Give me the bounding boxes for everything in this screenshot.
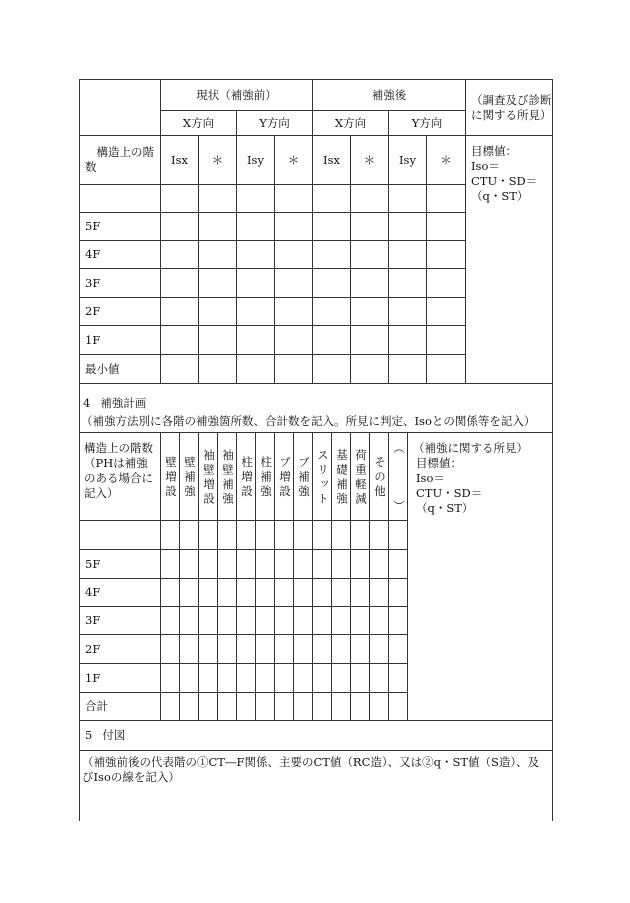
method-header bbox=[180, 433, 199, 521]
value-cell bbox=[332, 635, 351, 664]
value-cell bbox=[180, 521, 199, 550]
reinforcement-findings-header: （補強に関する所見） bbox=[413, 441, 528, 455]
floor-column-header: 構造上の階数（PHは補強のある場合に記入） bbox=[80, 433, 161, 521]
value-cell bbox=[389, 664, 408, 693]
value-cell bbox=[313, 521, 332, 550]
value-cell bbox=[199, 326, 237, 355]
value-cell bbox=[256, 579, 275, 607]
method-header bbox=[218, 433, 237, 521]
method-header bbox=[199, 433, 218, 521]
column-header-row bbox=[80, 136, 553, 185]
corner-cell bbox=[80, 80, 161, 136]
section-number: 5 bbox=[85, 728, 93, 742]
value-cell bbox=[389, 298, 427, 326]
value-cell bbox=[237, 241, 275, 269]
section-instructions: （補強方法別に各階の補強箇所数、合計数を記入。所見に判定、Isoとの関係等を記入） bbox=[81, 414, 536, 428]
diagnosis-table bbox=[79, 79, 553, 384]
value-cell bbox=[256, 635, 275, 664]
value-cell bbox=[351, 635, 370, 664]
method-label: スリット bbox=[316, 449, 330, 507]
value-cell bbox=[218, 579, 237, 607]
column-header: Isx bbox=[313, 136, 351, 185]
method-label: 基礎補強 bbox=[335, 449, 349, 507]
figure-instructions: （補強前後の代表階の①CT―F関係、主要のCT値（RC造）、又は②q・ST値（S造）、及びIsoの線を記入） bbox=[82, 755, 540, 784]
value-cell bbox=[199, 550, 218, 579]
value-cell bbox=[332, 550, 351, 579]
value-cell bbox=[294, 550, 313, 579]
value-cell bbox=[427, 241, 466, 269]
value-cell bbox=[237, 269, 275, 298]
value-cell bbox=[218, 693, 237, 721]
value-cell bbox=[389, 579, 408, 607]
value-cell bbox=[389, 607, 408, 635]
target-q-st: （q・ST） bbox=[416, 501, 474, 515]
column-header: ＊ bbox=[427, 136, 466, 185]
value-cell bbox=[275, 185, 313, 213]
value-cell bbox=[313, 213, 351, 241]
target-ctu-sd: CTU・SD＝ bbox=[471, 174, 538, 188]
value-cell bbox=[389, 185, 427, 213]
value-cell bbox=[237, 185, 275, 213]
value-cell bbox=[294, 664, 313, 693]
value-cell bbox=[161, 521, 180, 550]
floor-label: 5F bbox=[80, 213, 161, 241]
value-cell bbox=[275, 693, 294, 721]
value-cell bbox=[161, 185, 199, 213]
floor-label: 3F bbox=[80, 607, 161, 635]
method-header bbox=[313, 433, 332, 521]
value-cell bbox=[294, 607, 313, 635]
target-ctu-sd: CTU・SD＝ bbox=[416, 486, 483, 500]
column-header: Isy bbox=[389, 136, 427, 185]
method-header bbox=[332, 433, 351, 521]
column-header: ＊ bbox=[351, 136, 389, 185]
value-cell bbox=[256, 521, 275, 550]
value-cell bbox=[237, 664, 256, 693]
value-cell bbox=[180, 607, 199, 635]
form-page bbox=[79, 79, 552, 821]
value-cell bbox=[256, 664, 275, 693]
floor-label bbox=[80, 185, 161, 213]
target-label: 目標値： bbox=[471, 144, 517, 158]
value-cell bbox=[161, 664, 180, 693]
value-cell bbox=[237, 298, 275, 326]
header-after-reinforcement: 補強後 bbox=[313, 80, 466, 111]
attached-figure-table bbox=[79, 720, 553, 821]
value-cell bbox=[427, 298, 466, 326]
value-cell bbox=[237, 607, 256, 635]
value-cell bbox=[427, 355, 466, 384]
value-cell bbox=[351, 213, 389, 241]
section-heading-row bbox=[80, 384, 553, 433]
value-cell bbox=[275, 664, 294, 693]
value-cell bbox=[161, 213, 199, 241]
value-cell bbox=[351, 693, 370, 721]
value-cell bbox=[351, 521, 370, 550]
section-4-heading bbox=[80, 384, 553, 433]
value-cell bbox=[427, 185, 466, 213]
value-cell bbox=[313, 269, 351, 298]
value-cell bbox=[370, 521, 389, 550]
target-iso: Iso＝ bbox=[471, 159, 500, 173]
value-cell bbox=[161, 269, 199, 298]
value-cell bbox=[313, 579, 332, 607]
method-header bbox=[351, 433, 370, 521]
value-cell bbox=[218, 521, 237, 550]
value-cell bbox=[313, 664, 332, 693]
column-header: Isy bbox=[237, 136, 275, 185]
floor-label: 4F bbox=[80, 579, 161, 607]
value-cell bbox=[275, 298, 313, 326]
value-cell bbox=[389, 326, 427, 355]
floor-label: 5F bbox=[80, 550, 161, 579]
value-cell bbox=[161, 298, 199, 326]
value-cell bbox=[275, 579, 294, 607]
value-cell bbox=[275, 550, 294, 579]
figure-area-row bbox=[80, 751, 553, 821]
value-cell bbox=[313, 326, 351, 355]
value-cell bbox=[161, 355, 199, 384]
value-cell bbox=[180, 664, 199, 693]
value-cell bbox=[199, 664, 218, 693]
value-cell bbox=[370, 550, 389, 579]
value-cell bbox=[256, 693, 275, 721]
method-header bbox=[275, 433, 294, 521]
reinforcement-plan-table bbox=[79, 383, 553, 721]
direction-header: X方向 bbox=[161, 111, 237, 136]
value-cell bbox=[294, 693, 313, 721]
method-label: 袖壁補強 bbox=[221, 449, 235, 507]
value-cell bbox=[275, 241, 313, 269]
value-cell bbox=[161, 607, 180, 635]
method-label: ブ補強 bbox=[297, 456, 311, 500]
method-header bbox=[389, 433, 408, 521]
figure-area bbox=[80, 751, 553, 821]
method-label: その他 bbox=[373, 456, 387, 500]
value-cell bbox=[237, 579, 256, 607]
header-row bbox=[80, 80, 553, 111]
value-cell bbox=[199, 213, 237, 241]
value-cell bbox=[370, 607, 389, 635]
value-cell bbox=[275, 521, 294, 550]
value-cell bbox=[351, 664, 370, 693]
value-cell bbox=[256, 550, 275, 579]
value-cell bbox=[389, 521, 408, 550]
method-label: 荷重軽減 bbox=[354, 449, 368, 507]
value-cell bbox=[180, 579, 199, 607]
target-iso: Iso＝ bbox=[416, 471, 445, 485]
value-cell bbox=[218, 664, 237, 693]
value-cell bbox=[370, 579, 389, 607]
value-cell bbox=[351, 326, 389, 355]
value-cell bbox=[313, 607, 332, 635]
direction-header: Y方向 bbox=[237, 111, 313, 136]
section-title: 付図 bbox=[102, 728, 126, 742]
floor-label bbox=[80, 521, 161, 550]
value-cell bbox=[351, 298, 389, 326]
method-label: 柱補強 bbox=[259, 456, 273, 500]
method-header-row bbox=[80, 433, 553, 521]
value-cell bbox=[275, 355, 313, 384]
method-header bbox=[370, 433, 389, 521]
floor-column-header: 構造上の階数 bbox=[80, 136, 161, 185]
value-cell bbox=[199, 635, 218, 664]
value-cell bbox=[313, 635, 332, 664]
direction-header: X方向 bbox=[313, 111, 389, 136]
value-cell bbox=[199, 607, 218, 635]
column-header: Isx bbox=[161, 136, 199, 185]
target-label: 目標値： bbox=[416, 456, 462, 470]
method-label: ブ増設 bbox=[278, 456, 292, 500]
direction-header: Y方向 bbox=[389, 111, 466, 136]
floor-label: 2F bbox=[80, 635, 161, 664]
value-cell bbox=[180, 550, 199, 579]
value-cell bbox=[161, 326, 199, 355]
value-cell bbox=[199, 579, 218, 607]
value-cell bbox=[180, 635, 199, 664]
value-cell bbox=[313, 355, 351, 384]
floor-label: 合計 bbox=[80, 693, 161, 721]
value-cell bbox=[199, 298, 237, 326]
method-header bbox=[161, 433, 180, 521]
value-cell bbox=[351, 355, 389, 384]
diagnosis-findings-cell bbox=[466, 136, 553, 384]
value-cell bbox=[199, 693, 218, 721]
value-cell bbox=[370, 664, 389, 693]
value-cell bbox=[332, 607, 351, 635]
value-cell bbox=[237, 355, 275, 384]
value-cell bbox=[351, 579, 370, 607]
column-header: ＊ bbox=[199, 136, 237, 185]
value-cell bbox=[218, 550, 237, 579]
value-cell bbox=[218, 635, 237, 664]
value-cell bbox=[370, 635, 389, 664]
value-cell bbox=[199, 355, 237, 384]
value-cell bbox=[389, 635, 408, 664]
method-label: 柱増設 bbox=[240, 456, 254, 500]
section-number: 4 bbox=[83, 396, 91, 410]
value-cell bbox=[199, 241, 237, 269]
section-5-heading bbox=[80, 721, 553, 751]
floor-label: 2F bbox=[80, 298, 161, 326]
reinforcement-findings-cell bbox=[408, 433, 553, 721]
value-cell bbox=[237, 213, 275, 241]
value-cell bbox=[180, 693, 199, 721]
value-cell bbox=[351, 241, 389, 269]
value-cell bbox=[351, 269, 389, 298]
value-cell bbox=[237, 326, 275, 355]
value-cell bbox=[351, 185, 389, 213]
value-cell bbox=[389, 693, 408, 721]
value-cell bbox=[161, 693, 180, 721]
value-cell bbox=[275, 326, 313, 355]
value-cell bbox=[389, 213, 427, 241]
value-cell bbox=[332, 521, 351, 550]
value-cell bbox=[275, 213, 313, 241]
method-label: （ ） bbox=[392, 441, 406, 515]
floor-label: 4F bbox=[80, 241, 161, 269]
section-title: 補強計画 bbox=[100, 396, 147, 410]
method-header bbox=[256, 433, 275, 521]
value-cell bbox=[161, 635, 180, 664]
value-cell bbox=[199, 185, 237, 213]
value-cell bbox=[161, 550, 180, 579]
value-cell bbox=[389, 355, 427, 384]
value-cell bbox=[218, 607, 237, 635]
value-cell bbox=[256, 607, 275, 635]
value-cell bbox=[389, 241, 427, 269]
value-cell bbox=[199, 521, 218, 550]
value-cell bbox=[313, 298, 351, 326]
value-cell bbox=[161, 241, 199, 269]
value-cell bbox=[370, 693, 389, 721]
floor-label: 3F bbox=[80, 269, 161, 298]
value-cell bbox=[313, 241, 351, 269]
diagnosis-findings-header: （調査及び診断に関する所見） bbox=[466, 80, 553, 136]
value-cell bbox=[313, 550, 332, 579]
floor-label: 最小値 bbox=[80, 355, 161, 384]
header-before-reinforcement: 現状（補強前） bbox=[161, 80, 313, 111]
value-cell bbox=[275, 607, 294, 635]
value-cell bbox=[389, 550, 408, 579]
value-cell bbox=[294, 579, 313, 607]
value-cell bbox=[237, 521, 256, 550]
method-header bbox=[294, 433, 313, 521]
value-cell bbox=[332, 664, 351, 693]
section-heading-row bbox=[80, 721, 553, 751]
value-cell bbox=[427, 326, 466, 355]
value-cell bbox=[332, 579, 351, 607]
value-cell bbox=[294, 635, 313, 664]
value-cell bbox=[389, 269, 427, 298]
value-cell bbox=[237, 635, 256, 664]
column-header: ＊ bbox=[275, 136, 313, 185]
value-cell bbox=[313, 693, 332, 721]
value-cell bbox=[351, 607, 370, 635]
value-cell bbox=[351, 550, 370, 579]
value-cell bbox=[161, 579, 180, 607]
value-cell bbox=[332, 693, 351, 721]
method-header bbox=[237, 433, 256, 521]
value-cell bbox=[313, 185, 351, 213]
value-cell bbox=[199, 269, 237, 298]
value-cell bbox=[237, 693, 256, 721]
method-label: 袖壁増設 bbox=[202, 449, 216, 507]
floor-label: 1F bbox=[80, 326, 161, 355]
value-cell bbox=[427, 269, 466, 298]
value-cell bbox=[275, 269, 313, 298]
value-cell bbox=[294, 521, 313, 550]
floor-label: 1F bbox=[80, 664, 161, 693]
target-q-st: （q・ST） bbox=[471, 189, 529, 203]
method-label: 壁補強 bbox=[183, 456, 197, 500]
method-label: 壁増設 bbox=[164, 456, 178, 500]
value-cell bbox=[427, 213, 466, 241]
value-cell bbox=[275, 635, 294, 664]
value-cell bbox=[237, 550, 256, 579]
